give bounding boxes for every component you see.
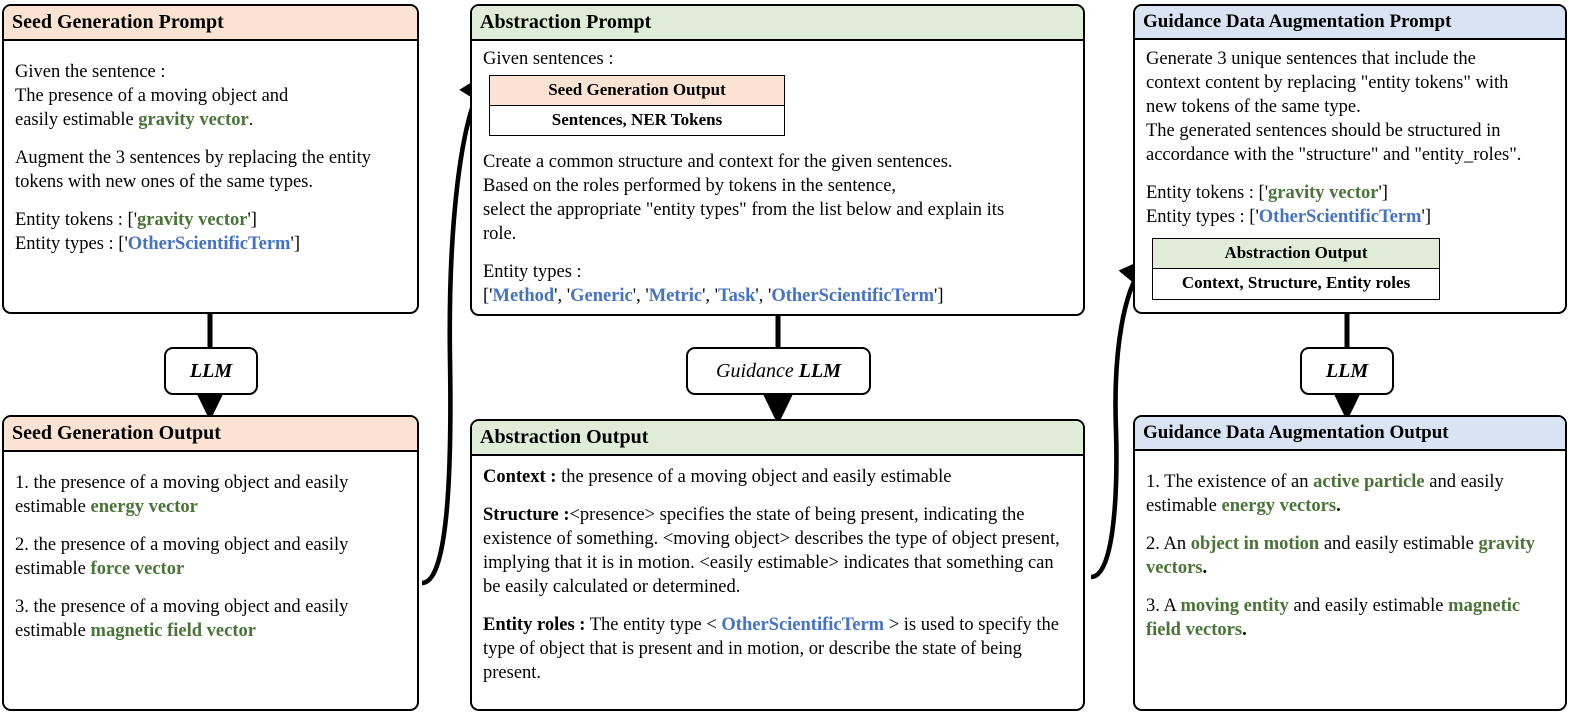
seed-prompt-entity-types: Entity types : ['OtherScientificTerm'] xyxy=(15,234,300,255)
guidance-output-llm-label: LLM xyxy=(1325,359,1369,382)
seed-prompt-line-3: easily estimable gravity vector. xyxy=(15,110,254,131)
seed-prompt-line-1: Given the sentence : xyxy=(15,62,166,82)
abstraction-prompt-title: Abstraction Prompt xyxy=(472,6,1083,41)
abstraction-prompt-line-2: Based on the roles performed by tokens in the sentence, xyxy=(483,176,897,197)
guidance-prompt-line-3: new tokens of the same type. xyxy=(1146,97,1361,118)
guidance-data-augmentation-prompt-body xyxy=(1135,40,1565,306)
abstraction-output-structure: Structure :<presence> specifies the state of being present, indicating the existence of something. <moving object> describes the type of object present, implying that it is in motion. <easily estimable> indicates that something can be easily calculated or determined. xyxy=(483,505,1060,598)
seed-prompt-entity-tokens: Entity tokens : ['gravity vector'] xyxy=(15,210,257,231)
guidance-data-augmentation-output-card xyxy=(1133,415,1567,711)
guidance-data-augmentation-output-body xyxy=(1135,451,1565,648)
abstraction-output-card xyxy=(470,419,1085,711)
reference-box-title: Seed Generation Output xyxy=(490,76,784,106)
guidance-prompt-line-4: The generated sentences should be structured in xyxy=(1146,121,1501,142)
guidance-data-augmentation-prompt-card xyxy=(1133,4,1567,314)
abstraction-prompt-card xyxy=(470,4,1085,316)
abstraction-prompt-line-4: role. xyxy=(483,224,517,245)
list-item: 3. A moving entity and easily estimable magnetic field vectors. xyxy=(1146,596,1521,641)
list-item: 1. The existence of an active particle and easily estimable energy vectors. xyxy=(1146,472,1504,517)
abstraction-prompt-entity-types-list: ['Method', 'Generic', 'Metric', 'Task', 'OtherScientificTerm'] xyxy=(483,286,944,307)
seed-generation-prompt-card xyxy=(2,4,419,314)
guidance-llm-label: LLM xyxy=(798,359,841,382)
list-item: 2. An object in motion and easily estimable gravity vectors. xyxy=(1146,534,1535,579)
abstraction-output-context: Context : the presence of a moving object and easily estimable xyxy=(483,467,952,487)
seed-llm-box xyxy=(164,347,258,395)
list-item: 1. the presence of a moving object and easily estimable energy vector xyxy=(15,473,349,518)
list-item: 3. the presence of a moving object and easily estimable magnetic field vector xyxy=(15,597,349,642)
reference-box-subtitle: Sentences, NER Tokens xyxy=(490,106,784,135)
abstraction-output-title: Abstraction Output xyxy=(472,421,1083,456)
abstraction-prompt-body xyxy=(472,41,1083,315)
guidance-prompt-entity-types: Entity types : ['OtherScientificTerm'] xyxy=(1146,207,1431,228)
seed-prompt-line-2: The presence of a moving object and xyxy=(15,86,289,107)
seed-generation-output-reference-box xyxy=(489,75,785,136)
reference-box-subtitle: Context, Structure, Entity roles xyxy=(1153,269,1439,298)
guidance-prompt-entity-tokens: Entity tokens : ['gravity vector'] xyxy=(1146,183,1388,204)
abstraction-prompt-line-3: select the appropriate "entity types" from the list below and explain its xyxy=(483,200,1005,221)
seed-generation-prompt-body xyxy=(4,41,417,262)
guidance-llm-label-prefix: Guidance xyxy=(716,359,794,382)
seed-generation-output-card xyxy=(2,415,419,711)
guidance-prompt-line-1: Generate 3 unique sentences that include the xyxy=(1146,49,1476,69)
list-item: 2. the presence of a moving object and easily estimable force vector xyxy=(15,535,349,580)
guidance-data-augmentation-prompt-title: Guidance Data Augmentation Prompt xyxy=(1135,6,1565,40)
abstraction-output-entity-roles: Entity roles : The entity type < OtherScientificTerm > is used to specify the type of object that is present and in motion, or describe the state of being present. xyxy=(483,615,1059,684)
guidance-output-llm-box xyxy=(1300,347,1394,395)
seed-generation-output-body xyxy=(4,452,417,649)
seed-llm-label: LLM xyxy=(189,359,233,382)
guidance-prompt-line-5: accordance with the "structure" and "entity_roles". xyxy=(1146,145,1522,166)
guidance-data-augmentation-output-title: Guidance Data Augmentation Output xyxy=(1135,417,1565,451)
seed-generation-prompt-title: Seed Generation Prompt xyxy=(4,6,417,41)
seed-prompt-line-5: tokens with new ones of the same types. xyxy=(15,172,313,193)
abstraction-output-body xyxy=(472,456,1083,691)
seed-prompt-line-4: Augment the 3 sentences by replacing the entity xyxy=(15,148,372,169)
reference-box-title: Abstraction Output xyxy=(1153,239,1439,269)
abstraction-output-reference-box xyxy=(1152,238,1440,299)
entity-token-highlight: gravity vector xyxy=(138,110,249,131)
guidance-llm-box xyxy=(686,347,871,395)
abstraction-prompt-entity-types-label: Entity types : xyxy=(483,262,582,283)
seed-generation-output-title: Seed Generation Output xyxy=(4,417,417,452)
abstraction-prompt-line-1: Create a common structure and context for the given sentences. xyxy=(483,152,953,173)
guidance-prompt-line-2: context content by replacing "entity tokens" with xyxy=(1146,73,1509,94)
abstraction-prompt-given-label: Given sentences : xyxy=(483,49,614,69)
